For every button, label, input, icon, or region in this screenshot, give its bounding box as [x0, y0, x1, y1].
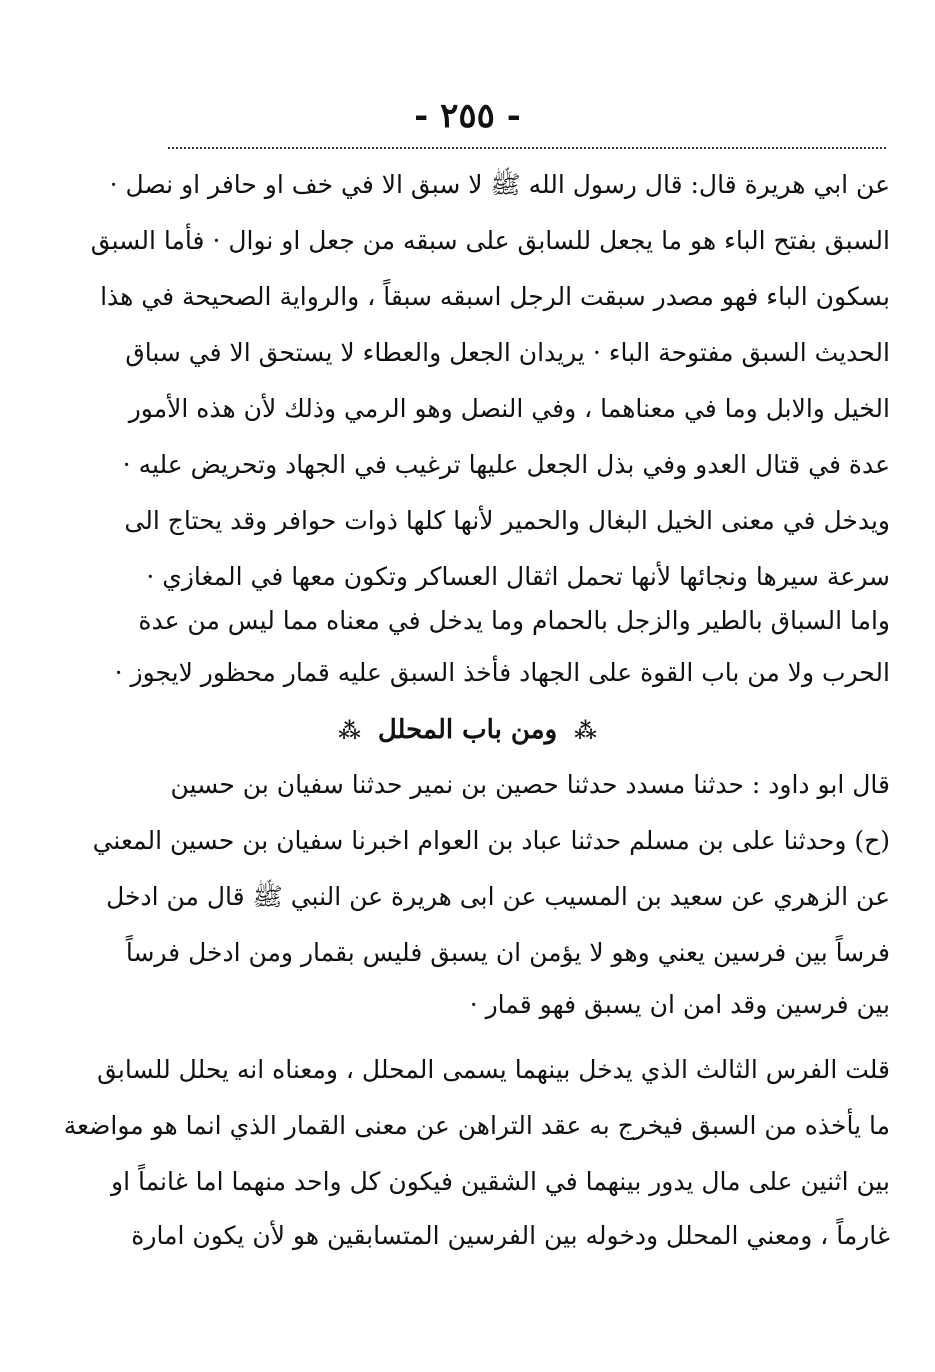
text-line: فرساً بين فرسين يعني وهو لا يؤمن ان يسبق فليس بقمار ومن ادخل فرساً — [125, 938, 890, 967]
text-line: عن الزهري عن سعيد بن المسيب عن ابى هريرة عن النبي ﷺ قال من ادخل — [106, 882, 890, 911]
text-line: الخيل والابل وما في معناهما ، وفي النصل وهو الرمي وذلك لأن هذه الأمور — [128, 394, 890, 423]
text-line: ويدخل في معنى الخيل البغال والحمير لأنها كلها ذوات حوافر وقد يحتاج الى — [124, 506, 890, 535]
text-line: غارماً ، ومعني المحلل ودخوله بين الفرسين المتسابقين هو لأن يكون امارة — [131, 1221, 890, 1250]
ornament-right-icon: ⁂ — [338, 718, 361, 744]
text-line: قلت الفرس الثالث الذي يدخل بينهما يسمى المحلل ، ومعناه انه يحلل للسابق — [97, 1055, 890, 1084]
text-line: الحديث السبق مفتوحة الباء · يريدان الجعل والعطاء لا يستحق الا في سباق — [125, 338, 890, 367]
text-line: واما السباق بالطير والزجل بالحمام وما يدخل في معناه مما ليس من عدة — [138, 606, 890, 635]
text-line: الحرب ولا من باب القوة على الجهاد فأخذ السبق عليه قمار محظور لايجوز · — [114, 658, 890, 687]
text-line: عن ابي هريرة قال: قال رسول الله ﷺ لا سبق الا في خف او حافر او نصل · — [109, 170, 890, 199]
text-line: السبق بفتح الباء هو ما يجعل للسابق على سبقه من جعل او نوال · فأما السبق — [90, 226, 890, 255]
text-line: بين اثنين على مال يدور بينهما في الشقين فيكون كل واحد منهما اما غانماً او — [111, 1167, 890, 1196]
text-line: (ح) وحدثنا على بن مسلم حدثنا عباد بن العوام اخبرنا سفيان بن حسين المعني — [92, 826, 890, 855]
section-heading — [0, 702, 935, 758]
section-heading-text: ومن باب المحلل — [377, 715, 558, 745]
text-line: سرعة سيرها ونجائها لأنها تحمل اثقال العساكر وتكون معها في المغازي · — [146, 562, 890, 591]
text-line: عدة في قتال العدو وفي بذل الجعل عليها ترغيب في الجهاد وتحريض عليه · — [122, 450, 890, 479]
header-rule — [168, 147, 886, 149]
ornament-left-icon: ⁂ — [574, 718, 597, 744]
text-line: قال ابو داود : حدثنا مسدد حدثنا حصين بن نمير حدثنا سفيان بن حسين — [170, 770, 890, 799]
page-number: - ٢٥٥ - — [414, 96, 521, 136]
text-line: بسكون الباء فهو مصدر سبقت الرجل اسبقه سبقاً ، والرواية الصحيحة في هذا — [100, 282, 890, 311]
text-line: بين فرسين وقد امن ان يسبق فهو قمار · — [469, 990, 890, 1019]
text-line: ما يأخذه من السبق فيخرج به عقد التراهن عن معنى القمار الذي انما هو مواضعة — [63, 1111, 890, 1140]
